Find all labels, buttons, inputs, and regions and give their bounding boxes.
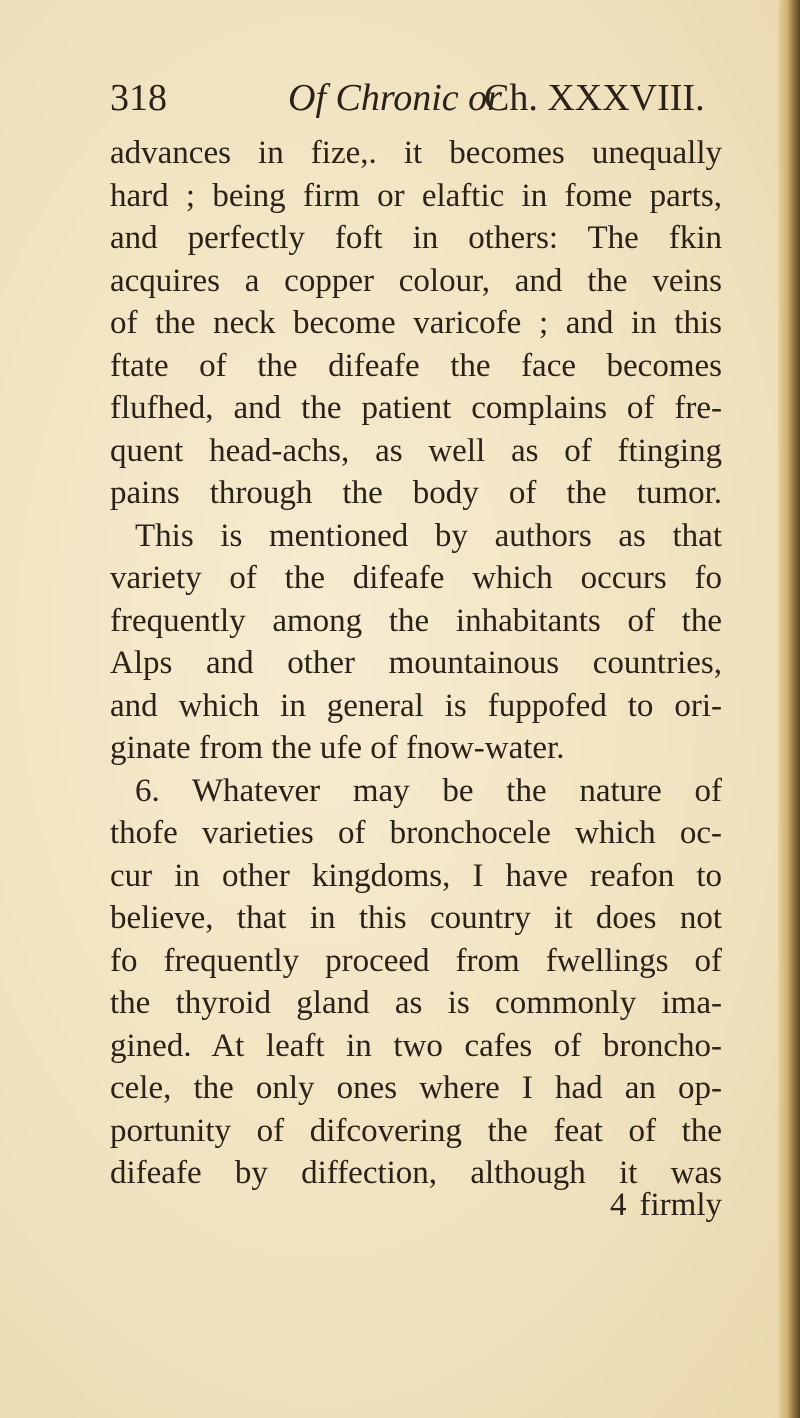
- text-line: of the neck become varicofe ; and in this: [110, 305, 722, 341]
- text-line: ginate from the ufe of fnow-water.: [110, 730, 565, 766]
- text-line: ftate of the difeafe the face becomes: [110, 347, 722, 384]
- running-head: Of Chronic or: [288, 77, 502, 119]
- text-line: portunity of difcovering the feat of the: [110, 1112, 722, 1149]
- page-number: 318: [110, 77, 167, 119]
- text-line: acquires a copper colour, and the veins: [110, 262, 722, 299]
- text-line: hard ; being firm or elaftic in fome parts,: [110, 177, 722, 214]
- signature-mark: 4: [610, 1187, 627, 1223]
- text-line: cele, the only ones where I had an op-: [110, 1070, 722, 1106]
- page-header: [110, 72, 710, 124]
- text-line: 6. Whatever may be the nature of: [135, 772, 722, 809]
- page-edge-shadow: [778, 0, 800, 1418]
- text-line: and which in general is fuppofed to ori-: [110, 687, 722, 724]
- text-line: pains through the body of the tumor.: [110, 475, 722, 511]
- text-line: This is mentioned by authors as that: [135, 517, 722, 554]
- text-line: believe, that in this country it does not: [110, 900, 722, 936]
- text-line: flufhed, and the patient complains of fre-: [110, 390, 722, 426]
- chapter-reference: Ch. XXXVIII.: [484, 77, 705, 119]
- catchword: firmly: [639, 1187, 722, 1223]
- text-line: frequently among the inhabitants of the: [110, 602, 722, 639]
- body-text: [110, 132, 722, 1195]
- text-line: fo frequently proceed from fwellings of: [110, 942, 722, 979]
- text-line: Alps and other mountainous countries,: [110, 645, 722, 681]
- text-line: the thyroid gland as is commonly ima-: [110, 985, 722, 1021]
- text-line: gined. At leaft in two cafes of broncho-: [110, 1027, 722, 1064]
- text-line: quent head-achs, as well as of ftinging: [110, 432, 722, 469]
- text-line: difeafe by diffection, although it was: [110, 1155, 722, 1191]
- text-line: and perfectly foft in others: The fkin: [110, 220, 722, 256]
- text-line: advances in fize,. it becomes unequally: [110, 135, 722, 171]
- text-line: cur in other kingdoms, I have reafon to: [110, 857, 722, 894]
- text-line: variety of the difeafe which occurs fo: [110, 560, 722, 596]
- page-footer: [110, 1184, 722, 1227]
- text-line: thofe varieties of bronchocele which oc-: [110, 815, 722, 851]
